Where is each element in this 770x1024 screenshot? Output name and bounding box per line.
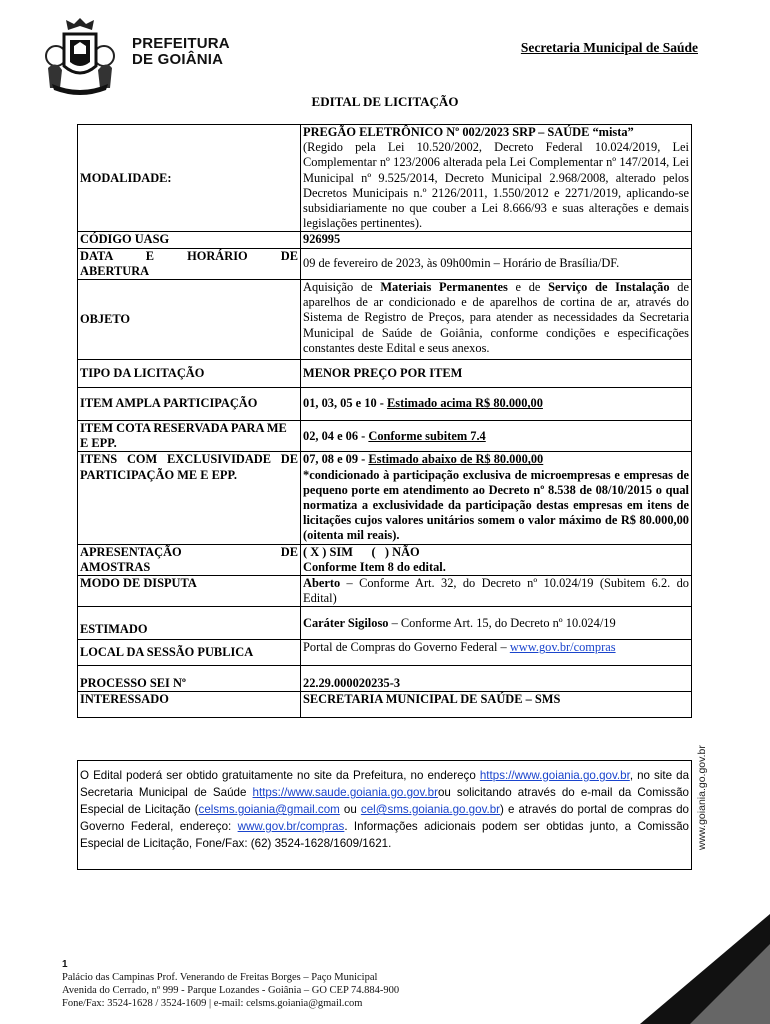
local-link[interactable]: www.gov.br/compras — [509, 640, 616, 655]
edital-table — [77, 124, 692, 718]
row-disputa — [78, 576, 692, 607]
modalidade-text: (Regido pela Lei 10.520/2002, Decreto Federal 10.024/2019, Lei Complementar nº 123/2006 alterada pela Lei Complementar nº 147/2014, Lei Municipal nº 9.525/2014, Decreto Municipal 2.968/2008, alterado pelos Decretos Municipais n.º 2126/2011, 1.550/2012 e 2271/2019, aplicando-se subsidiariamente no que couber a Lei 8.666/93 e suas alterações e demais legislações pertinentes). — [303, 140, 689, 231]
disputa-bold: Aberto — [303, 576, 341, 591]
objeto-value — [301, 280, 692, 360]
data-value: 09 de fevereiro de 2023, às 09h00min – Horário de Brasília/DF. — [301, 248, 692, 279]
prefeitura-link[interactable]: https://www.goiania.go.gov.br — [479, 769, 630, 782]
row-ampla — [78, 388, 692, 421]
document-title: EDITAL DE LICITAÇÃO — [311, 94, 459, 109]
tipo-label: TIPO DA LICITAÇÃO — [78, 360, 301, 388]
interessado-value: SECRETARIA MUNICIPAL DE SAÚDE – SMS — [301, 692, 692, 718]
row-local — [78, 640, 692, 666]
saude-link[interactable]: https://www.saude.goiania.go.gov.br — [252, 786, 438, 799]
city-seal-icon — [34, 14, 126, 96]
row-uasg — [78, 232, 692, 248]
objeto-part-3: de aparelhos de ar condicionado e de aparelhos de cortina de ar, através do Sistema de Registro de Preços, para atender as necessidades da Secretaria Municipal de Saúde de Goiânia, conforme condições e especificações constantes deste Edital e seus anexos. — [303, 280, 689, 355]
objeto-part-1: Aquisição de — [303, 280, 381, 295]
notice-text-6: . Informações adicionais podem ser obtidas junto, a Comissão Especial de Licitação, Fone/Fax: (62) 3524-1628/1609/1621. — [80, 820, 689, 850]
department-title: Secretaria Municipal de Saúde — [520, 40, 698, 55]
disputa-label: MODO DE DISPUTA — [78, 576, 301, 607]
tipo-value: MENOR PREÇO POR ITEM — [301, 360, 692, 388]
prefeitura-logo — [34, 14, 234, 96]
row-data-abertura — [78, 248, 692, 279]
row-amostras — [78, 544, 692, 575]
exclusividade-value — [301, 452, 692, 544]
amostras-note: Conforme Item 8 do edital. — [303, 559, 446, 574]
side-url: www.goiania.go.gov.br — [696, 745, 708, 850]
row-tipo — [78, 360, 692, 388]
local-label: LOCAL DA SESSÃO PUBLICA — [78, 640, 301, 666]
row-modalidade — [78, 125, 692, 232]
exclusividade-head — [303, 452, 689, 467]
exclusividade-note: Estimado abaixo de R$ 80.000,00 — [368, 452, 544, 467]
estimado-bold: Caráter Sigiloso — [303, 615, 389, 630]
corner-decoration — [630, 914, 770, 1024]
ampla-value — [301, 388, 692, 421]
modalidade-value — [301, 125, 692, 232]
processo-value: 22.29.000020235-3 — [301, 666, 692, 692]
exclusividade-items: 07, 08 e 09 - — [303, 452, 369, 467]
logo-line-1: PREFEITURA — [132, 35, 230, 52]
email-link-2[interactable]: cel@sms.goiania.go.gov.br — [360, 803, 501, 816]
row-processo — [78, 666, 692, 692]
email-link-1[interactable]: celsms.goiania@gmail.com — [198, 803, 340, 816]
amostras-label-line-1: APRESENTAÇÃO DE — [80, 544, 298, 559]
compras-link[interactable]: www.gov.br/compras — [237, 820, 345, 833]
row-estimado — [78, 607, 692, 640]
footer — [62, 958, 399, 1010]
amostras-label-line-2: AMOSTRAS — [80, 559, 151, 574]
footer-line-1: Palácio das Campinas Prof. Venerando de Freitas Borges – Paço Municipal — [62, 972, 378, 983]
footer-line-2: Avenida do Cerrado, nº 999 - Parque Lozandes - Goiânia – GO CEP 74.884-900 — [62, 985, 400, 996]
notice-text-2: , no site da Secretaria Municipal de Saúde — [80, 769, 690, 799]
ampla-label: ITEM AMPLA PARTICIPAÇÃO — [78, 388, 301, 421]
cota-note: Conforme subitem 7.4 — [368, 428, 486, 443]
amostras-label — [78, 544, 301, 575]
uasg-value: 926995 — [301, 232, 692, 248]
row-objeto — [78, 280, 692, 360]
notice-text-1: O Edital poderá ser obtido gratuitamente no site da Prefeitura, no endereço — [80, 769, 480, 782]
local-text: Portal de Compras do Governo Federal – — [303, 640, 510, 655]
uasg-label: CÓDIGO UASG — [78, 232, 301, 248]
data-label — [78, 248, 301, 279]
objeto-bold-2: Serviço de Instalação — [548, 280, 670, 295]
ampla-note: Estimado acima R$ 80.000,00 — [386, 396, 543, 411]
notice-text-3: ou solicitando através do e-mail da Comissão Especial de Licitação ( — [80, 786, 689, 816]
cota-label: ITEM COTA RESERVADA PARA ME E EPP. — [78, 421, 301, 452]
exclusividade-label: ITENS COM EXCLUSIVIDADE DE PARTICIPAÇÃO ME E EPP. — [78, 452, 301, 544]
objeto-bold-1: Materiais Permanentes — [380, 280, 508, 295]
modalidade-label: MODALIDADE: — [78, 125, 301, 232]
notice-text-4: ou — [339, 803, 361, 816]
footer-line-3: Fone/Fax: 3524-1628 / 3524-1609 | e-mail: celsms.goiania@gmail.com — [62, 998, 363, 1009]
amostras-value — [301, 544, 692, 575]
amostras-options: ( X ) SIM ( ) NÃO — [303, 544, 420, 559]
cota-items: 02, 04 e 06 - — [303, 428, 369, 443]
estimado-value — [301, 607, 692, 640]
local-value — [301, 640, 692, 666]
objeto-label: OBJETO — [78, 280, 301, 360]
interessado-label: INTERESSADO — [78, 692, 301, 718]
cota-value — [301, 421, 692, 452]
disputa-value — [301, 576, 692, 607]
logo-line-2: DE GOIÂNIA — [132, 51, 224, 68]
row-exclusividade — [78, 452, 692, 544]
estimado-label: ESTIMADO — [78, 607, 301, 640]
notice-box — [77, 760, 692, 870]
modalidade-heading: PREGÃO ELETRÔNICO Nº 002/2023 SRP – SAÚDE “mista” — [303, 125, 634, 139]
data-label-line-1: DATA E HORÁRIO DE — [80, 248, 298, 263]
ampla-items: 01, 03, 05 e 10 - — [303, 396, 387, 411]
objeto-part-2: e de — [507, 280, 549, 295]
disputa-text: – Conforme Art. 32, do Decreto nº 10.024/19 (Subitem 6.2. do Edital) — [303, 576, 689, 606]
page-number: 1 — [62, 959, 68, 970]
data-label-line-2: ABERTURA — [80, 263, 150, 278]
row-cota — [78, 421, 692, 452]
processo-label: PROCESSO SEI Nº — [78, 666, 301, 692]
notice-text-5: ) e através do portal de compras do Governo Federal, endereço: — [80, 803, 690, 833]
row-interessado — [78, 692, 692, 718]
exclusividade-text: *condicionado à participação exclusiva de microempresas e empresas de pequeno porte em atendimento ao Decreto nº 8.538 de 08/10/2015 o qual normatiza a exclusividade da participação destas empresas em itens de licitações cujos valores unitários somem o valor máximo de R$ 80.000,00 (oitenta mil reais). — [303, 467, 689, 543]
estimado-text: – Conforme Art. 15, do Decreto nº 10.024/19 — [388, 615, 616, 630]
